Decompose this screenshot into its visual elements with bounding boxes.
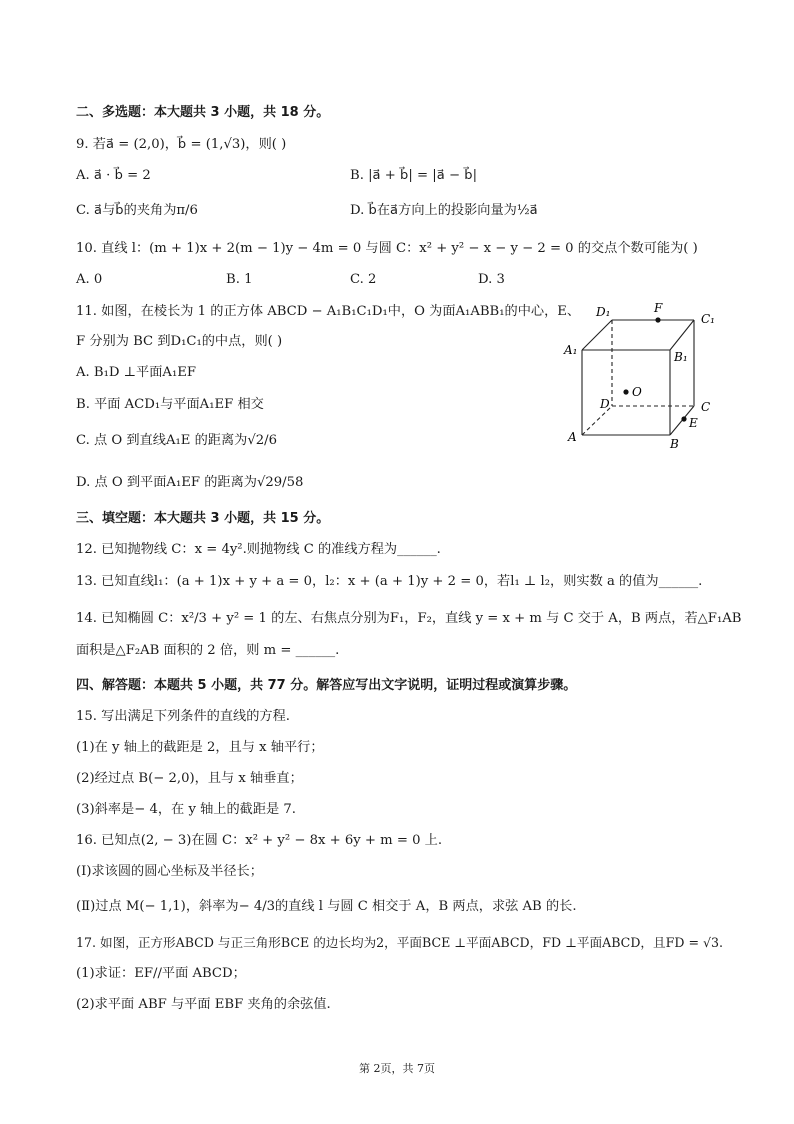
q14-line1: 14. 已知椭圆 C：x²/3 + y² = 1 的左、右焦点分别为F₁，F₂，直线 y = x + m 与 C 交于 A，B 两点，若△F₁AB [76, 611, 742, 626]
label-c1: C₁ [701, 312, 715, 326]
cube-figure [560, 298, 730, 458]
q11-option-a: A. B₁D ⊥平面A₁EF [76, 365, 197, 380]
label-d: D [600, 397, 610, 411]
label-b1: B₁ [674, 350, 688, 364]
label-a: A [568, 430, 577, 444]
q10-option-b: B. 1 [226, 272, 253, 287]
q17-part1: (1)求证：EF//平面 ABCD； [76, 966, 246, 981]
label-a1: A₁ [564, 343, 578, 357]
q14-line2: 面积是△F₂AB 面积的 2 倍，则 m = ______. [76, 643, 340, 658]
q9-stem: 9. 若a⃗ = (2,0)，b⃗ = (1,√3)，则( ) [76, 137, 287, 152]
page-footer: 第 2页，共 7页 [359, 1062, 435, 1075]
label-b: B [670, 437, 679, 451]
q16-part2: (Ⅱ)过点 M(− 1,1)，斜率为− 4/3的直线 l 与圆 C 相交于 A，B 两点，求弦 AB 的长. [76, 899, 577, 914]
q11-stem-line1: 11. 如图，在棱长为 1 的正方体 ABCD − A₁B₁C₁D₁中，O 为面A₁ABB₁的中心，E、 [76, 304, 581, 319]
point-f [655, 317, 660, 322]
q10-option-a: A. 0 [76, 272, 103, 287]
q9-option-d: D. b⃗在a⃗方向上的投影向量为½a⃗ [350, 203, 538, 218]
q15-part2: (2)经过点 B(− 2,0)，且与 x 轴垂直； [76, 771, 303, 786]
section-2-title: 二、多选题：本大题共 3 小题，共 18 分。 [76, 105, 330, 120]
q9-option-b: B. |a⃗ + b⃗| = |a⃗ − b⃗| [350, 168, 478, 183]
q15-part1: (1)在 y 轴上的截距是 2，且与 x 轴平行； [76, 740, 324, 755]
q13-text: 13. 已知直线l₁：(a + 1)x + y + a = 0，l₂：x + (a + 1)y + 2 = 0，若l₁ ⊥ l₂，则实数 a 的值为______. [76, 574, 703, 589]
point-e [681, 416, 686, 421]
point-o [623, 389, 628, 394]
label-d1: D₁ [596, 305, 611, 319]
q11-stem-line2: F 分别为 BC 到D₁C₁的中点，则( ) [76, 334, 283, 349]
q10-option-c: C. 2 [350, 272, 377, 287]
q15-part3: (3)斜率是− 4，在 y 轴上的截距是 7. [76, 802, 296, 817]
q17-part2: (2)求平面 ABF 与平面 EBF 夹角的余弦值. [76, 997, 331, 1012]
label-o: O [632, 385, 642, 399]
section-3-title: 三、填空题：本大题共 3 小题，共 15 分。 [76, 511, 330, 526]
q11-option-d: D. 点 O 到平面A₁EF 的距离为√29/58 [76, 475, 304, 490]
label-f: F [654, 301, 663, 315]
q10-stem: 10. 直线 l：(m + 1)x + 2(m − 1)y − 4m = 0 与圆 C：x² + y² − x − y − 2 = 0 的交点个数可能为( ) [76, 241, 698, 256]
q15-stem: 15. 写出满足下列条件的直线的方程. [76, 709, 290, 724]
label-c: C [701, 400, 711, 414]
q12-text: 12. 已知抛物线 C：x = 4y².则抛物线 C 的准线方程为______. [76, 542, 441, 557]
label-e: E [689, 416, 698, 430]
q10-option-d: D. 3 [478, 272, 505, 287]
q17-stem: 17. 如图，正方形ABCD 与正三角形BCE 的边长均为2，平面BCE ⊥平面ABCD，FD ⊥平面ABCD，且FD = √3. [76, 935, 724, 950]
q9-option-a: A. a⃗ · b⃗ = 2 [76, 168, 151, 183]
q11-option-b: B. 平面 ACD₁与平面A₁EF 相交 [76, 397, 264, 412]
q16-part1: (Ⅰ)求该圆的圆心坐标及半径长； [76, 864, 263, 879]
q9-option-c: C. a⃗与b⃗的夹角为π/6 [76, 203, 198, 218]
q11-option-c: C. 点 O 到直线A₁E 的距离为√2/6 [76, 433, 277, 448]
q16-stem: 16. 已知点(2, − 3)在圆 C：x² + y² − 8x + 6y + m = 0 上. [76, 833, 443, 848]
section-4-title: 四、解答题：本题共 5 小题，共 77 分。解答应写出文字说明，证明过程或演算步骤。 [76, 678, 577, 693]
